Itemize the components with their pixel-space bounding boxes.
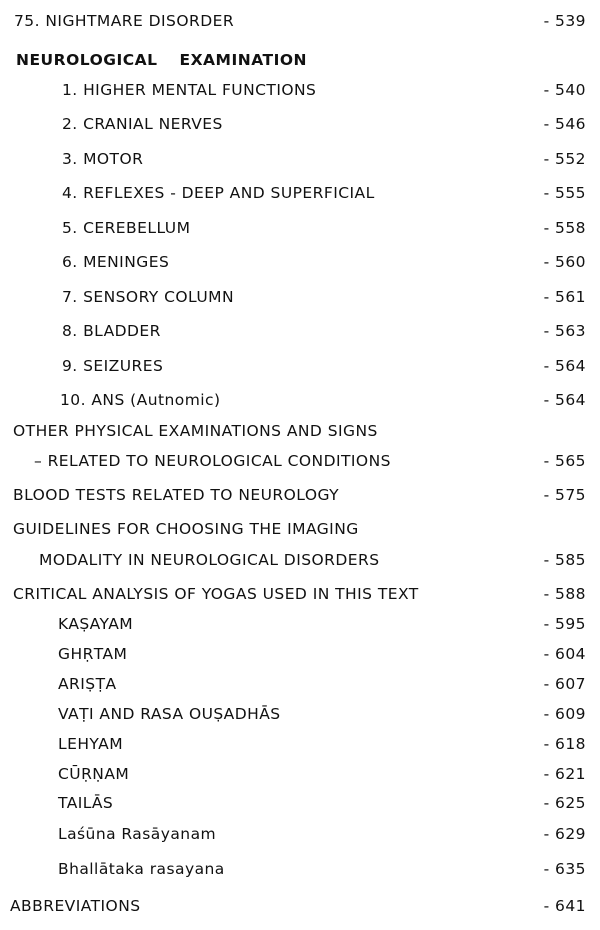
entry-title: GHṚTAM <box>58 645 128 663</box>
toc-entry <box>0 582 600 606</box>
entry-title: 10. ANS (Autnomic) <box>60 391 221 409</box>
entry-page: - 561 <box>543 288 586 306</box>
entry-title: – RELATED TO NEUROLOGICAL CONDITIONS <box>34 452 391 470</box>
toc-entry <box>0 9 600 33</box>
section-heading <box>16 48 307 72</box>
toc-entry <box>0 388 600 412</box>
toc-entry <box>0 517 600 541</box>
entry-title: KAṢAYAM <box>58 615 134 633</box>
section-heading-word: EXAMINATION <box>179 51 307 69</box>
entry-page: - 565 <box>543 452 586 470</box>
toc-entry <box>0 181 600 205</box>
entry-title: BLOOD TESTS RELATED TO NEUROLOGY <box>13 486 340 504</box>
toc-entry <box>0 319 600 343</box>
entry-page: - 607 <box>543 675 586 693</box>
entry-page: - 588 <box>543 585 586 603</box>
entry-title: VAṬI AND RASA OUṢADHĀS <box>58 705 281 723</box>
section-heading-word: NEUROLOGICAL <box>16 51 158 69</box>
entry-page: - 558 <box>543 219 586 237</box>
entry-page: - 540 <box>543 81 586 99</box>
entry-title: OTHER PHYSICAL EXAMINATIONS AND SIGNS <box>13 422 378 440</box>
toc-entry <box>0 483 600 507</box>
toc-entry <box>0 285 600 309</box>
entry-page: - 621 <box>543 765 586 783</box>
entry-title: ABBREVIATIONS <box>10 897 141 915</box>
entry-title: 75. NIGHTMARE DISORDER <box>14 12 235 30</box>
entry-title: Laśūna Rasāyanam <box>58 825 217 843</box>
toc-entry <box>0 216 600 240</box>
entry-title: LEHYAM <box>58 735 124 753</box>
entry-title: 4. REFLEXES - DEEP AND SUPERFICIAL <box>62 184 375 202</box>
entry-page: - 641 <box>543 897 586 915</box>
entry-title: CŪṚṆAM <box>58 765 130 783</box>
toc-entry <box>0 702 600 726</box>
toc-entry <box>0 548 600 572</box>
entry-page: - 595 <box>543 615 586 633</box>
entry-page: - 604 <box>543 645 586 663</box>
entry-page: - 546 <box>543 115 586 133</box>
toc-entry <box>0 354 600 378</box>
toc-entry <box>0 250 600 274</box>
entry-page: - 575 <box>543 486 586 504</box>
entry-page: - 564 <box>543 391 586 409</box>
entry-title: TAILĀS <box>58 794 114 812</box>
entry-title: ARIṢṬA <box>58 675 117 693</box>
entry-title: 7. SENSORY COLUMN <box>62 288 235 306</box>
entry-title: 8. BLADDER <box>62 322 161 340</box>
toc-entry <box>0 449 600 473</box>
entry-title: 9. SEIZURES <box>62 357 164 375</box>
entry-title: Bhallātaka rasayana <box>58 860 225 878</box>
entry-title: GUIDELINES FOR CHOOSING THE IMAGING <box>13 520 359 538</box>
toc-entry <box>0 642 600 666</box>
toc-entry <box>0 762 600 786</box>
entry-page: - 618 <box>543 735 586 753</box>
toc-entry <box>0 822 600 846</box>
toc-entry <box>0 672 600 696</box>
entry-page: - 564 <box>543 357 586 375</box>
entry-page: - 560 <box>543 253 586 271</box>
toc-entry <box>0 419 600 443</box>
entry-page: - 563 <box>543 322 586 340</box>
toc-entry <box>0 112 600 136</box>
entry-title: 5. CEREBELLUM <box>62 219 191 237</box>
entry-page: - 609 <box>543 705 586 723</box>
entry-page: - 635 <box>543 860 586 878</box>
entry-title: 6. MENINGES <box>62 253 170 271</box>
entry-page: - 552 <box>543 150 586 168</box>
toc-entry <box>0 857 600 881</box>
entry-title: MODALITY IN NEUROLOGICAL DISORDERS <box>39 551 380 569</box>
entry-title: 1. HIGHER MENTAL FUNCTIONS <box>62 81 317 99</box>
toc-entry <box>0 732 600 756</box>
toc-entry <box>0 78 600 102</box>
toc-entry <box>0 612 600 636</box>
entry-page: - 585 <box>543 551 586 569</box>
toc-entry <box>0 147 600 171</box>
entry-title: CRITICAL ANALYSIS OF YOGAS USED IN THIS TEXT <box>13 585 419 603</box>
toc-entry <box>0 894 600 918</box>
entry-page: - 539 <box>543 12 586 30</box>
entry-page: - 625 <box>543 794 586 812</box>
toc-entry <box>0 791 600 815</box>
entry-title: 2. CRANIAL NERVES <box>62 115 223 133</box>
entry-page: - 555 <box>543 184 586 202</box>
entry-title: 3. MOTOR <box>62 150 144 168</box>
entry-page: - 629 <box>543 825 586 843</box>
